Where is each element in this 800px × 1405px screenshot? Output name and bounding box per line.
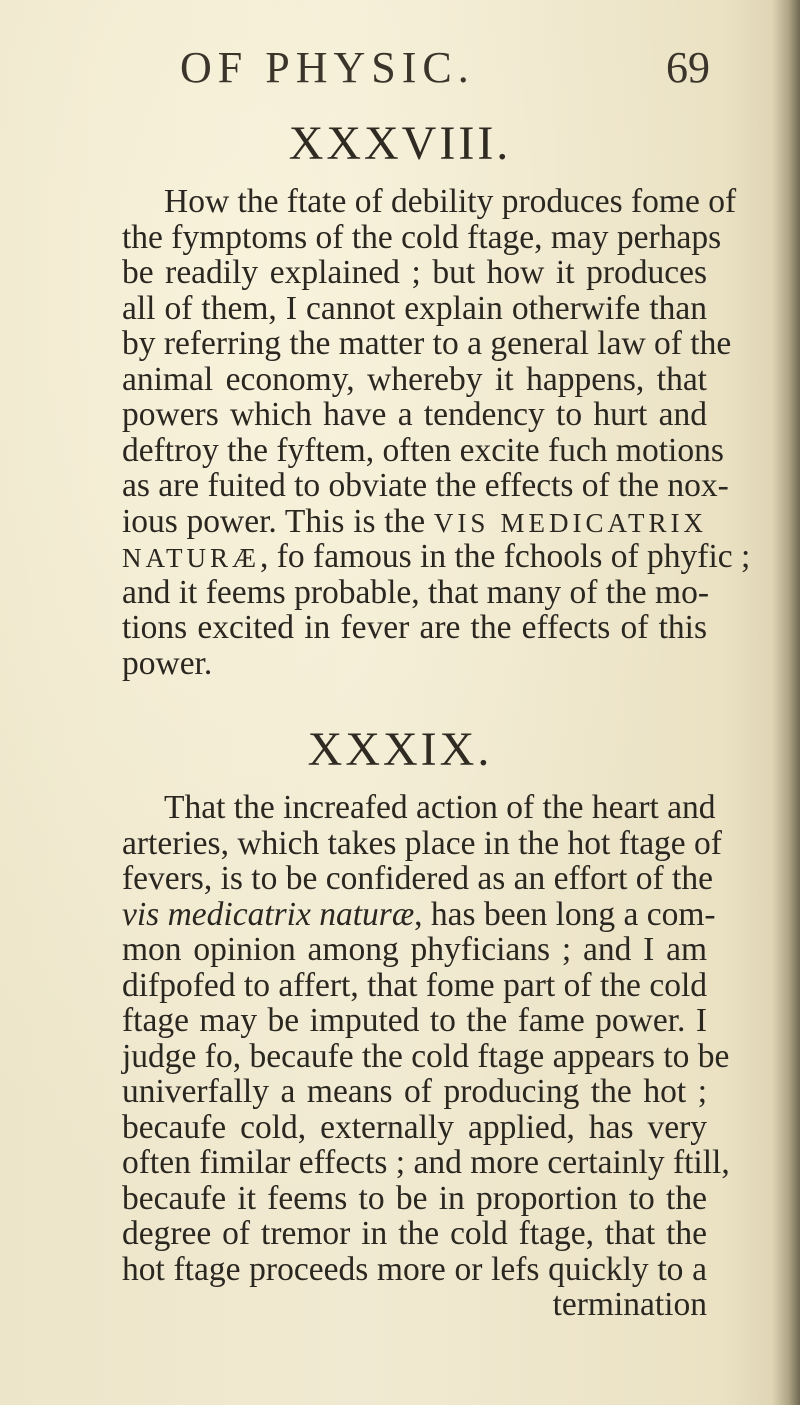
running-title: OF PHYSIC. <box>180 43 475 92</box>
section-number-39: XXXIX. <box>307 723 493 776</box>
text-line: as are fuited to obviate the effects of the nox- <box>122 467 729 504</box>
small-caps-phrase: NATURÆ <box>122 543 261 573</box>
text-line: by referring the matter to a general law of the <box>122 325 732 362</box>
text-line: powers which have a tendency to hurt and <box>122 396 707 433</box>
text-line: and it feems probable, that many of the mo- <box>122 573 710 611</box>
text-line: univerfally a means of producing the hot ; <box>122 1073 707 1110</box>
page-edge-shadow <box>772 0 800 1405</box>
text-line: all of them, I cannot explain otherwife than <box>122 289 707 327</box>
text-line: be readily explained ; but how it produces <box>122 254 707 291</box>
text-line: degree of tremor in the cold ftage, that the <box>122 1215 707 1252</box>
italic-phrase: vis medicatrix naturæ <box>122 895 415 933</box>
text-line: becaufe cold, externally applied, has very <box>122 1108 707 1146</box>
section-38-text <box>122 183 751 682</box>
text-line: animal economy, whereby it happens, that <box>122 360 707 398</box>
text-line: becaufe it feems to be in proportion to the <box>122 1179 707 1217</box>
small-caps-phrase: VIS MEDICATRIX <box>433 507 707 538</box>
text-line: ftage may be imputed to the fame power. I <box>122 1002 707 1039</box>
text-line: difpofed to affert, that fome part of the cold <box>122 966 707 1004</box>
text-line: vis medicatrix naturæ, has been long a com- <box>122 895 716 933</box>
text-line: often fimilar effects ; and more certainly ftill, <box>122 1144 730 1181</box>
text-line: arteries, which takes place in the hot ftage of <box>122 824 722 862</box>
text-line: tions excited in fever are the effects of this <box>122 609 707 646</box>
text-line: NATURÆ, fo famous in the fchools of phyfic ; <box>122 538 751 575</box>
text-line: power. <box>122 644 213 682</box>
page-number: 69 <box>666 43 710 92</box>
text-line: deftroy the fyftem, often excite fuch motions <box>122 431 724 469</box>
text-line: ious power. This is the VIS MEDICATRIX <box>122 502 707 540</box>
text-line: judge fo, becaufe the cold ftage appears to be <box>122 1037 730 1075</box>
section-number-38: XXXVIII. <box>288 117 512 170</box>
text-line: fevers, is to be confidered as an effort of the <box>122 860 713 897</box>
text-line: That the increafed action of the heart and <box>164 789 716 826</box>
text-line: mon opinion among phyficians ; and I am <box>122 931 707 968</box>
text-line: hot ftage proceeds more or lefs quickly to a <box>122 1250 707 1288</box>
catchword: termination <box>552 1286 707 1323</box>
section-39-text <box>122 789 730 1323</box>
text-line: the fymptoms of the cold ftage, may perhaps <box>122 218 722 256</box>
text-line: How the ftate of debility produces fome of <box>164 183 737 220</box>
